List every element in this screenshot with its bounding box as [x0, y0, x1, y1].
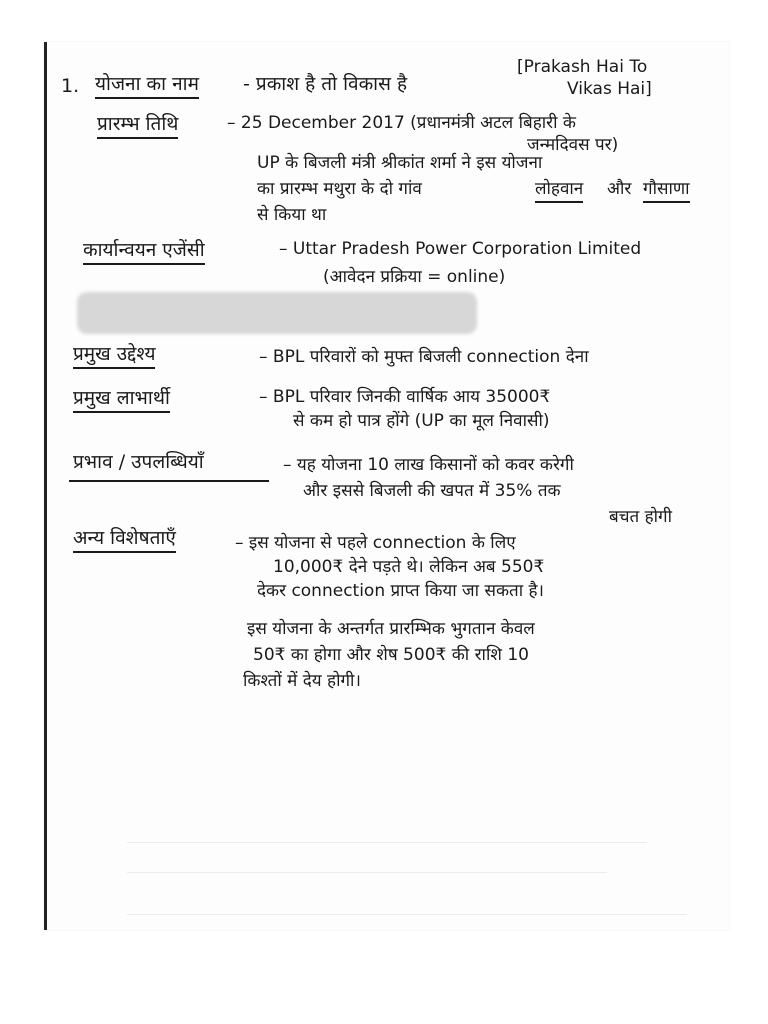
- features-line1: – इस योजना से पहले connection के लिए: [235, 533, 516, 553]
- scheme-name-label: योजना का नाम: [95, 74, 199, 99]
- start-date-line2: जन्मदिवस पर): [527, 135, 619, 155]
- village-lohwan: लोहवान: [535, 180, 583, 203]
- redacted-region: [77, 292, 477, 334]
- features-line3: देकर connection प्राप्त किया जा सकता है।: [257, 581, 544, 601]
- bleed-through-mark: [127, 872, 607, 873]
- features-label: अन्य विशेषताएँ: [73, 528, 176, 553]
- item-number: 1.: [61, 75, 80, 97]
- scheme-name-english-line1: [Prakash Hai To: [517, 57, 648, 77]
- impact-line1: – यह योजना 10 लाख किसानों को कवर करेगी: [283, 455, 574, 475]
- village-gausana: गौसाणा: [643, 180, 690, 203]
- objective-label: प्रमुख उद्देश्य: [73, 344, 155, 369]
- beneficiary-line2: से कम हो पात्र होंगे (UP का मूल निवासी): [293, 411, 550, 431]
- agency-label: कार्यान्वयन एजेंसी: [83, 240, 205, 265]
- objective-value: – BPL परिवारों को मुफ्त बिजली connection देना: [259, 347, 589, 367]
- impact-line2: और इससे बिजली की खपत में 35% तक: [303, 481, 561, 501]
- features-line5: 50₹ का होगा और शेष 500₹ की राशि 10: [253, 645, 529, 665]
- impact-label: प्रभाव / उपलब्धियाँ: [73, 451, 204, 473]
- start-date-line5: से किया था: [257, 205, 327, 225]
- handwritten-notes-page: [44, 42, 729, 930]
- start-date-line4-part1: का प्रारम्भ मथुरा के दो गांव: [257, 179, 422, 199]
- application-process: (आवेदन प्रक्रिया = online): [323, 267, 506, 287]
- beneficiary-label: प्रमुख लाभार्थी: [73, 388, 170, 413]
- start-date-label: प्रारम्भ तिथि: [97, 114, 178, 139]
- beneficiary-line1: – BPL परिवार जिनकी वार्षिक आय 35000₹: [259, 387, 551, 407]
- features-line2: 10,000₹ देने पड़ते थे। लेकिन अब 550₹: [273, 557, 545, 577]
- start-date-line1: – 25 December 2017 (प्रधानमंत्री अटल बिहारी के: [227, 113, 576, 133]
- impact-underline: [69, 480, 269, 482]
- scheme-name-english-line2: Vikas Hai]: [567, 79, 652, 99]
- features-line4: इस योजना के अन्तर्गत प्रारम्भिक भुगतान केवल: [247, 619, 535, 639]
- start-date-and: और: [607, 179, 632, 199]
- scheme-name-value: - प्रकाश है तो विकास है: [243, 73, 408, 95]
- agency-value: – Uttar Pradesh Power Corporation Limited: [279, 239, 642, 259]
- start-date-line3: UP के बिजली मंत्री श्रीकांत शर्मा ने इस योजना: [257, 153, 543, 173]
- impact-line3: बचत होगी: [609, 507, 672, 527]
- bleed-through-mark: [127, 842, 647, 843]
- features-line6: किश्तों में देय होगी।: [243, 671, 361, 691]
- bleed-through-mark: [127, 914, 687, 915]
